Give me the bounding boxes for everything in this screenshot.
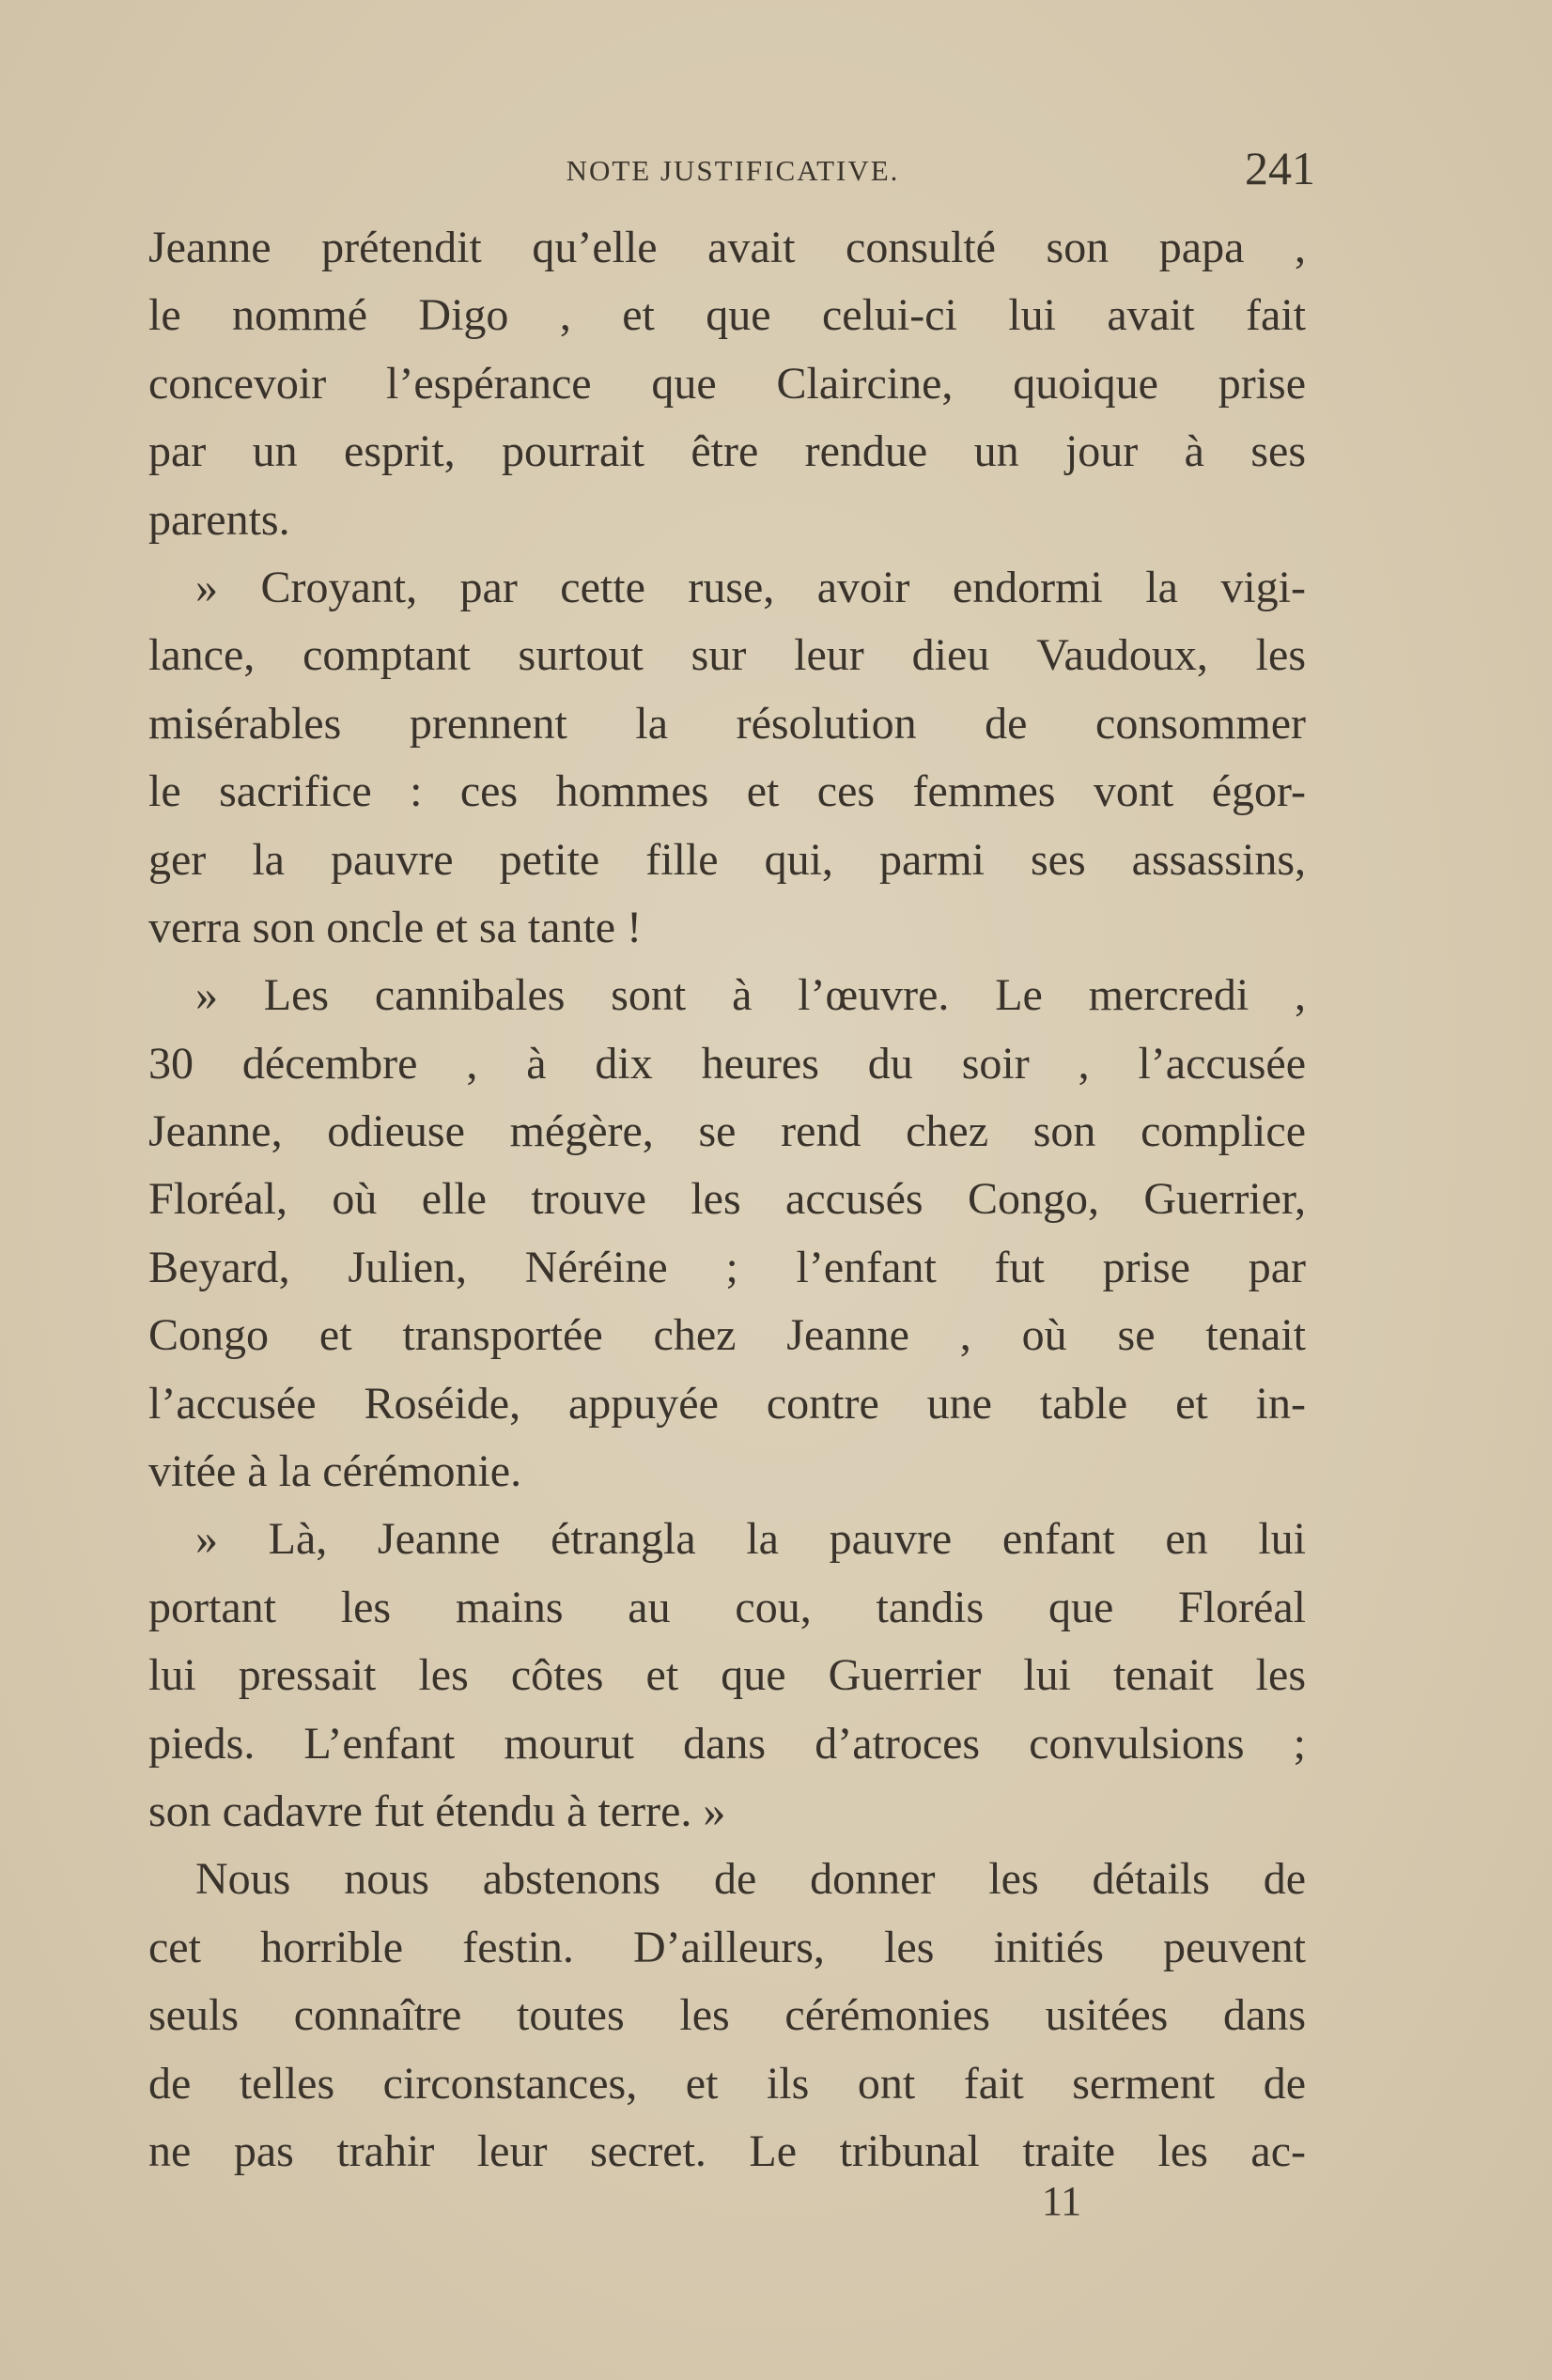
text-line: ger la pauvre petite fille qui, parmi ses assassins, bbox=[148, 834, 1306, 885]
text-line: pieds. L’enfant mourut dans d’atroces convulsions ; bbox=[148, 1718, 1306, 1769]
running-title: NOTE JUSTIFICATIVE. bbox=[566, 154, 900, 187]
text-line: ne pas trahir leur secret. Le tribunal traite les ac- bbox=[148, 2125, 1306, 2176]
text-line: parents. bbox=[148, 494, 290, 545]
page-number: 241 bbox=[1245, 142, 1315, 194]
text-line: le nommé Digo , et que celui-ci lui avait fait bbox=[148, 290, 1306, 341]
signature-mark: 11 bbox=[1041, 2178, 1082, 2224]
text-line: portant les mains au cou, tandis que Floréal bbox=[148, 1582, 1306, 1632]
text-line: misérables prennent la résolution de consommer bbox=[148, 698, 1306, 749]
text-line: le sacrifice : ces hommes et ces femmes vont égor- bbox=[148, 766, 1306, 817]
body-text bbox=[148, 214, 1306, 2186]
text-line: concevoir l’espérance que Claircine, quoique prise bbox=[148, 358, 1306, 409]
text-line: » Les cannibales sont à l’œuvre. Le mercredi , bbox=[195, 970, 1306, 1021]
text-line: vitée à la cérémonie. bbox=[148, 1446, 522, 1497]
text-line: Floréal, où elle trouve les accusés Congo, Guerrier, bbox=[148, 1174, 1306, 1225]
text-line: Jeanne prétendit qu’elle avait consulté son papa , bbox=[148, 223, 1306, 272]
text-line: » Là, Jeanne étrangla la pauvre enfant en lui bbox=[195, 1514, 1306, 1565]
running-head bbox=[150, 141, 1315, 197]
text-line: cet horrible festin. D’ailleurs, les initiés peuvent bbox=[148, 1922, 1306, 1972]
text-line: verra son oncle et sa tante ! bbox=[148, 902, 643, 952]
text-line: seuls connaître toutes les cérémonies usitées dans bbox=[148, 1990, 1306, 2041]
text-line: l’accusée Roséide, appuyée contre une table et in- bbox=[148, 1378, 1306, 1429]
text-line: son cadavre fut étendu à terre. » bbox=[148, 1785, 726, 1836]
text-line: par un esprit, pourrait être rendue un jour à ses bbox=[148, 426, 1306, 477]
text-line: Jeanne, odieuse mégère, se rend chez son complice bbox=[148, 1106, 1306, 1157]
text-line: de telles circonstances, et ils ont fait serment de bbox=[148, 2058, 1306, 2109]
text-line: Nous nous abstenons de donner les détails de bbox=[195, 1854, 1306, 1905]
text-line: » Croyant, par cette ruse, avoir endormi la vigi- bbox=[195, 562, 1306, 612]
text-line: lui pressait les côtes et que Guerrier lui tenait les bbox=[148, 1650, 1306, 1701]
text-line: 30 décembre , à dix heures du soir , l’accusée bbox=[148, 1038, 1306, 1089]
text-line: Beyard, Julien, Néréine ; l’enfant fut prise par bbox=[148, 1242, 1306, 1292]
text-line: Congo et transportée chez Jeanne , où se tenait bbox=[148, 1310, 1306, 1361]
text-line: lance, comptant surtout sur leur dieu Vaudoux, les bbox=[148, 630, 1306, 681]
